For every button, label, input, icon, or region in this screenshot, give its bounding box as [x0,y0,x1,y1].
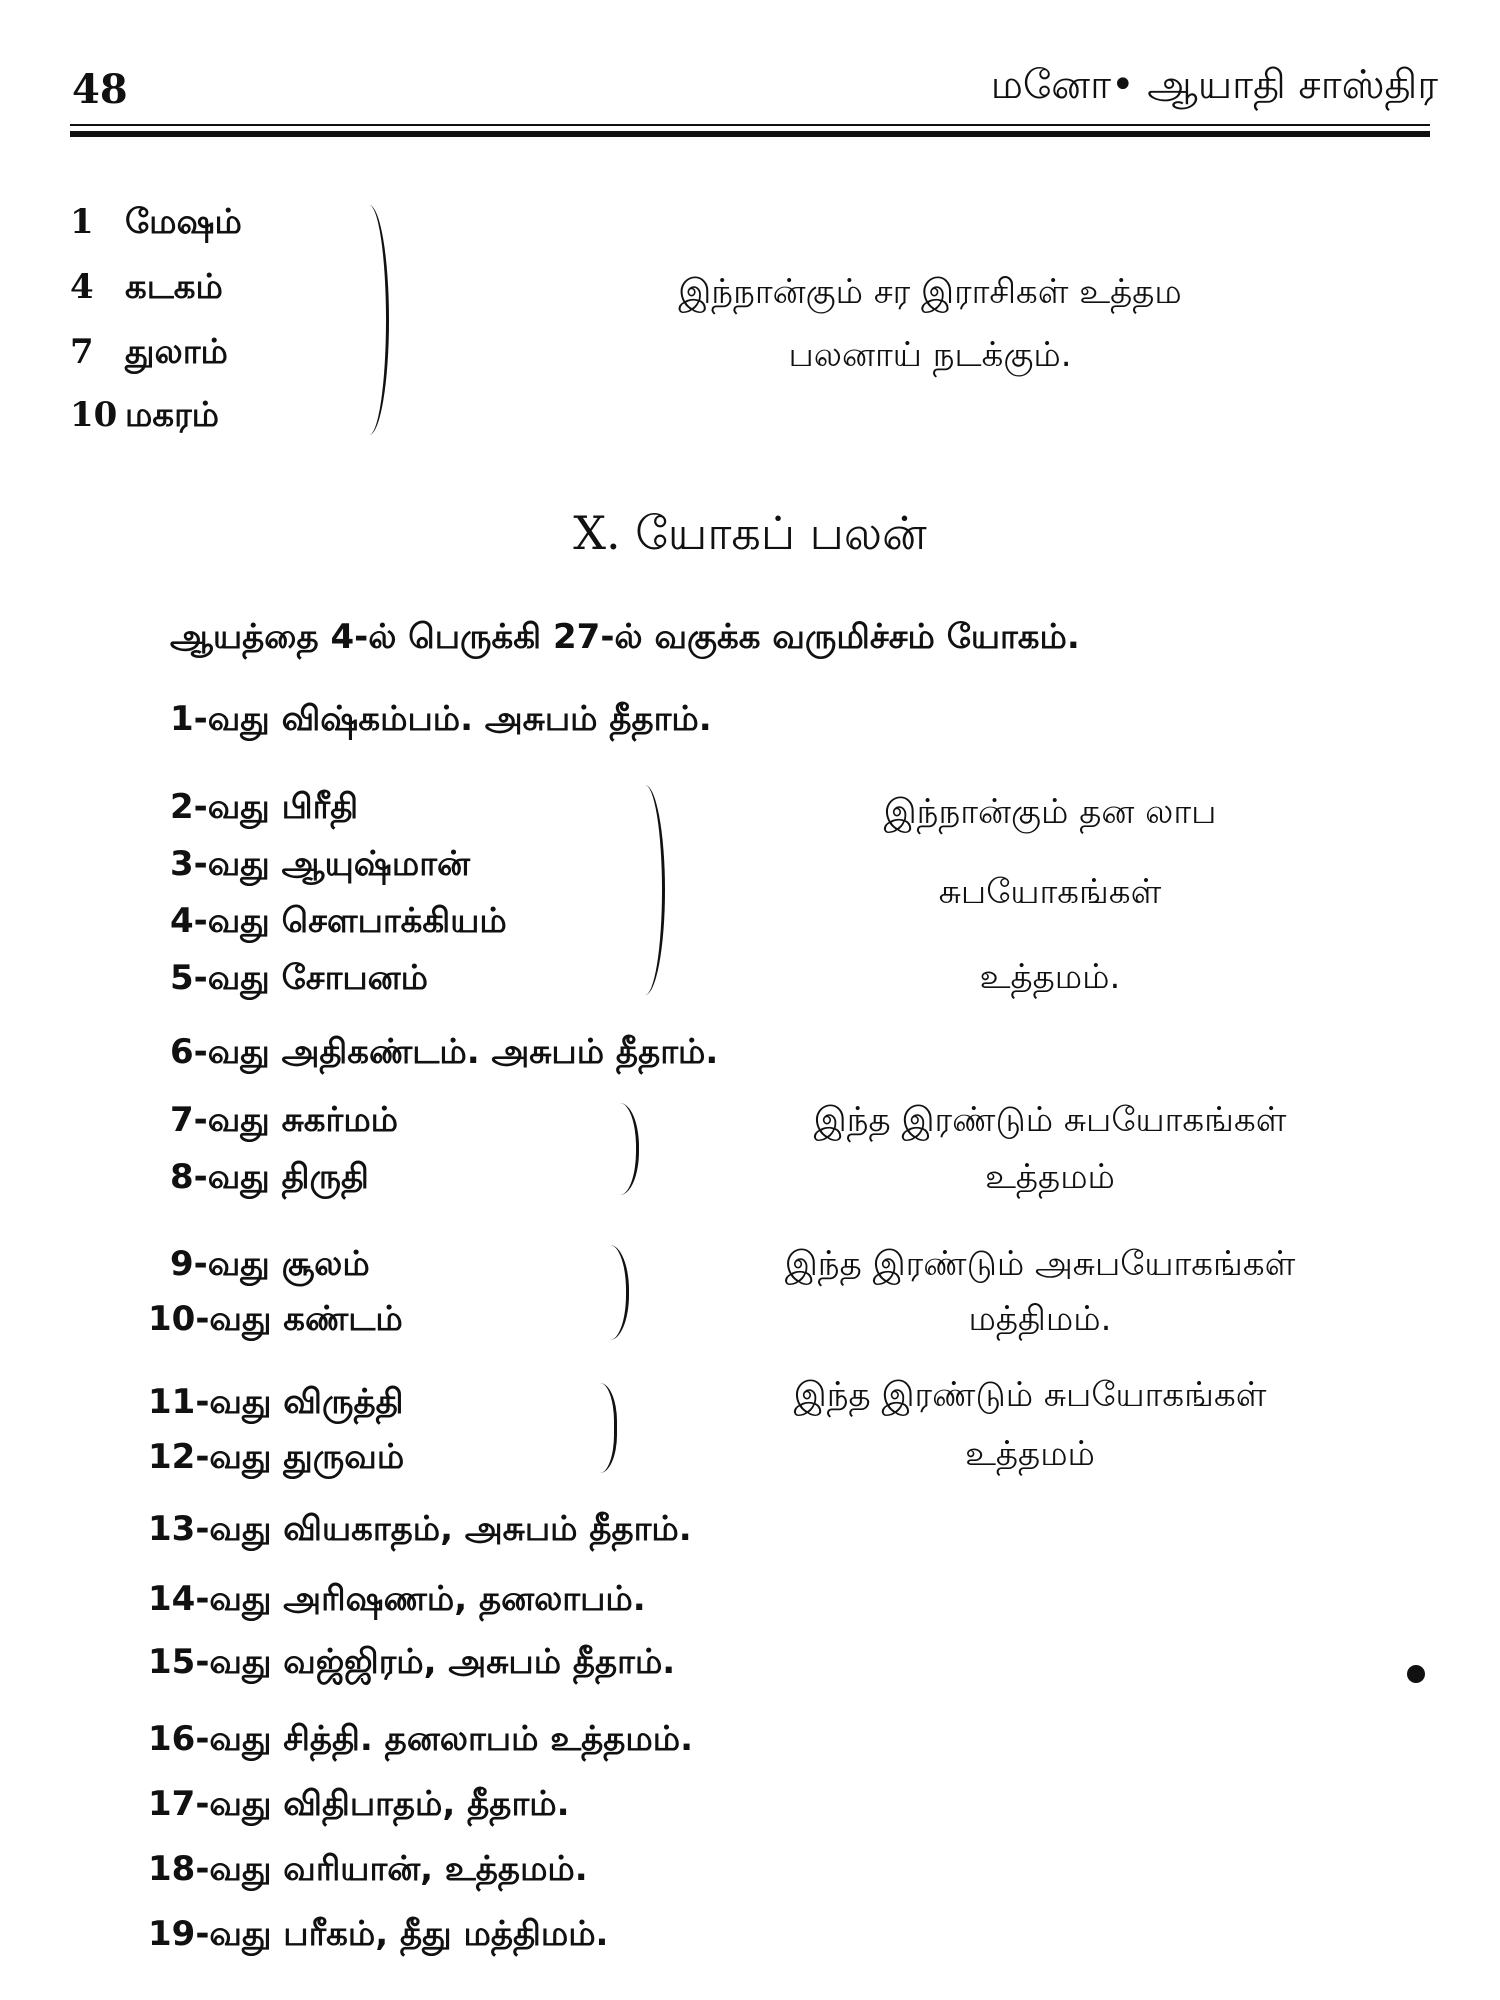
section-title: X. யோகப் பலன் [573,506,927,560]
rasi-name: துலாம் [125,332,228,372]
rasi-name: மகரம் [125,395,220,435]
grouping-brace [610,1245,629,1340]
page-number: 48 [72,66,128,113]
grouping-brace [600,1383,617,1473]
group-result-line: மத்திமம். [968,1299,1112,1339]
yoga-line: 17-வது விதிபாதம், தீதாம். [148,1784,570,1824]
yoga-item: 3-வது ஆயுஷ்மான் [170,844,470,884]
group-result-line: சுபயோகங்கள் [938,872,1162,912]
yoga-line: 6-வது அதிகண்டம். அசுபம் தீதாம். [170,1032,719,1072]
group-result-line: உத்தமம். [979,957,1121,997]
yoga-line: 18-வது வரியான், உத்தமம். [148,1849,588,1889]
yoga-line: 16-வது சித்தி. தனலாபம் உத்தமம். [148,1719,694,1759]
grouping-brace [640,785,665,995]
yoga-item: 11-வது விருத்தி [148,1382,404,1422]
rasi-result-line: பலனாய் நடக்கும். [788,335,1072,375]
yoga-line: 1-வது விஷ்கம்பம். அசுபம் தீதாம். [170,699,712,739]
group-result-line: உத்தமம் [985,1157,1115,1197]
group-result-line: இந்நான்கும் தன லாப [883,792,1217,832]
yoga-item: 2-வது பிரீதி [170,787,359,827]
group-result-line: இந்த இரண்டும் அசுபயோகங்கள் [784,1244,1296,1284]
yoga-item: 12-வது துருவம் [148,1437,405,1477]
group-result-line: உத்தமம் [965,1434,1095,1474]
rasi-name: கடகம் [125,267,223,307]
yoga-item: 10-வது கண்டம் [148,1299,403,1339]
yoga-item: 9-வது சூலம் [170,1244,370,1284]
ink-spot [1407,1665,1425,1683]
header-rule-thin [70,124,1430,126]
rasi-number: 4 [70,267,94,307]
grouping-brace [620,1103,639,1195]
group-result-line: இந்த இரண்டும் சுபயோகங்கள் [793,1375,1267,1415]
yoga-line: 15-வது வஜ்ஜிரம், அசுபம் தீதாம். [148,1642,676,1682]
intro-line: ஆயத்தை 4-ல் பெருக்கி 27-ல் வகுக்க வருமிச்சம் யோகம். [170,617,1080,657]
rasi-number: 7 [70,332,94,372]
rasi-number: 10 [70,395,118,435]
grouping-brace [360,205,389,435]
rasi-name: மேஷம் [125,202,242,242]
yoga-line: 14-வது அரிஷணம், தனலாபம். [148,1579,646,1619]
yoga-line: 13-வது வியகாதம், அசுபம் தீதாம். [148,1509,692,1549]
rasi-number: 1 [70,202,94,242]
yoga-item: 4-வது சௌபாக்கியம் [170,901,507,941]
running-title: மனோ• ஆயாதி சாஸ்திர [990,62,1438,108]
yoga-item: 8-வது திருதி [170,1157,369,1197]
yoga-item: 7-வது சுகர்மம் [170,1100,399,1140]
group-result-line: இந்த இரண்டும் சுபயோகங்கள் [813,1100,1287,1140]
yoga-item: 5-வது சோபனம் [170,958,428,998]
header-rule [70,131,1430,137]
rasi-result-line: இந்நான்கும் சர இராசிகள் உத்தம [678,272,1182,312]
yoga-line: 19-வது பரீகம், தீது மத்திமம். [148,1914,609,1954]
